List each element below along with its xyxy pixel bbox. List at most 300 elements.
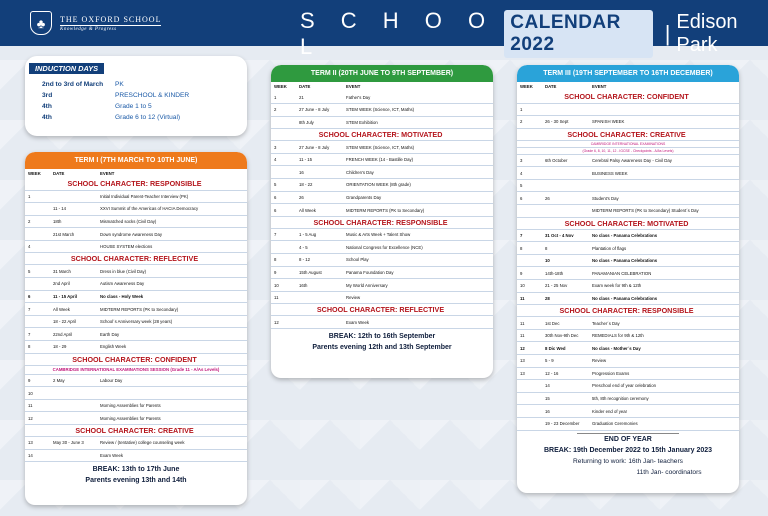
date-cell: 6th October xyxy=(542,154,589,167)
event-cell: Teacher´s Day xyxy=(589,317,739,330)
week-cell: 11 xyxy=(517,292,542,305)
table-row xyxy=(271,204,493,217)
date-cell: 14 xyxy=(542,380,589,393)
event-cell: No class - Holy Week xyxy=(97,290,247,303)
week-cell xyxy=(517,205,542,218)
table-row xyxy=(517,179,739,192)
table-row xyxy=(271,153,493,166)
term1-table xyxy=(25,169,247,462)
week-cell: 8 xyxy=(25,341,50,354)
title-calendar: CALENDAR 2022 xyxy=(504,10,652,58)
school-character-heading xyxy=(271,216,493,228)
table-row xyxy=(517,380,739,393)
table-row xyxy=(25,315,247,328)
date-cell xyxy=(542,179,589,192)
week-cell: 4 xyxy=(25,240,50,253)
week-cell: 10 xyxy=(271,279,296,292)
table-row xyxy=(25,190,247,203)
week-cell: 13 xyxy=(517,367,542,380)
footer-line: BREAK: 12th to 16th September xyxy=(328,333,436,340)
campus-name: Edison Park xyxy=(676,11,738,56)
table-row xyxy=(271,141,493,154)
date-cell: 11 - 15 April xyxy=(50,290,97,303)
week-cell xyxy=(25,203,50,216)
table-row xyxy=(517,342,739,355)
week-cell: 12 xyxy=(25,412,50,425)
induction-date: 4th xyxy=(42,103,52,110)
event-cell: Autism Awareness Day xyxy=(97,278,247,291)
event-cell: Children's Day xyxy=(343,166,493,179)
table-row xyxy=(25,215,247,228)
table-row xyxy=(25,387,247,400)
week-cell: 2 xyxy=(271,104,296,117)
table-row xyxy=(517,392,739,405)
title-school: S C H O O L xyxy=(300,8,496,59)
date-cell: 2 May xyxy=(50,374,97,387)
date-cell xyxy=(50,449,97,462)
date-cell: 16th xyxy=(296,279,343,292)
week-cell: 10 xyxy=(517,280,542,293)
week-cell xyxy=(25,228,50,241)
table-row xyxy=(25,412,247,425)
column-header-event: EVENT xyxy=(346,84,361,89)
event-cell: Exam Week xyxy=(97,449,247,462)
week-cell: 5 xyxy=(271,179,296,192)
footer-line: BREAK: 13th to 17th June xyxy=(92,466,180,474)
induction-group: PRESCHOOL & KINDER xyxy=(115,92,190,99)
week-cell: 4 xyxy=(271,153,296,166)
school-character-heading xyxy=(517,217,739,229)
table-row xyxy=(517,103,739,116)
table-row xyxy=(25,399,247,412)
event-cell: No class - Panama Celebrations xyxy=(589,292,739,305)
event-cell: Down syndrome Awareness Day xyxy=(97,228,247,241)
week-cell: 6 xyxy=(271,191,296,204)
week-cell: 2 xyxy=(517,116,542,129)
table-row xyxy=(271,254,493,267)
event-cell: Progression Exams xyxy=(589,367,739,380)
week-cell xyxy=(517,254,542,267)
table-row xyxy=(25,341,247,354)
school-character-heading xyxy=(517,305,739,317)
term1-footer xyxy=(25,464,247,486)
column-header-event: EVENT xyxy=(100,171,115,176)
event-cell: XXVI Summit of the Americas of HACIA Democracy xyxy=(97,203,247,216)
term2-footer xyxy=(271,331,493,353)
date-cell: 28 xyxy=(542,292,589,305)
date-cell: 27 June - 8 July xyxy=(296,104,343,117)
event-cell: Cerebral Palsy Awareness Day - Civil Day xyxy=(589,154,739,167)
column-header-event: EVENT xyxy=(592,84,607,89)
table-row xyxy=(271,266,493,279)
school-character-heading xyxy=(517,91,739,103)
term2-card xyxy=(271,65,493,378)
table-row xyxy=(271,91,493,104)
event-cell: Preschool end of year celebration xyxy=(589,380,739,393)
table-row xyxy=(271,179,493,192)
character-label: SCHOOL CHARACTER: MOTIVATED xyxy=(271,129,493,141)
date-cell: 26 xyxy=(296,191,343,204)
term1-card xyxy=(25,152,247,505)
event-cell: Dress in blue (Civil Day) xyxy=(97,265,247,278)
term2-title: TERM II (20TH JUNE TO 9TH SEPTEMBER) xyxy=(271,65,493,82)
event-cell: SPANISH WEEK xyxy=(589,116,739,129)
event-cell: MIDTERM REPORTS (PK to Secondary) xyxy=(343,204,493,217)
table-row xyxy=(517,192,739,205)
event-cell: HOUSE SYSTEM elections xyxy=(97,240,247,253)
event-cell: STEM WEEK (Science, ICT, Maths) xyxy=(343,141,493,154)
date-cell xyxy=(50,412,97,425)
date-cell: 31 March xyxy=(50,265,97,278)
date-cell: 18th xyxy=(50,215,97,228)
date-cell: 15th August xyxy=(296,266,343,279)
date-cell xyxy=(296,291,343,304)
table-row xyxy=(517,267,739,280)
week-cell xyxy=(271,166,296,179)
event-cell: STEM WEEK (Science, ICT, Maths) xyxy=(343,104,493,117)
table-row xyxy=(271,291,493,304)
table-header-row xyxy=(271,82,493,91)
date-cell xyxy=(50,387,97,400)
table-row xyxy=(25,203,247,216)
date-cell xyxy=(542,205,589,218)
date-cell: 21 xyxy=(296,91,343,104)
date-cell: 22nd April xyxy=(50,328,97,341)
table-row xyxy=(271,241,493,254)
date-cell: 8 xyxy=(542,242,589,255)
event-cell: Initial Individual Parent-Teacher Interview (PK) xyxy=(97,190,247,203)
calendar-title xyxy=(300,8,768,60)
week-cell: 11 xyxy=(25,399,50,412)
date-cell: 4 - 5 xyxy=(296,241,343,254)
table-row xyxy=(517,280,739,293)
page-header xyxy=(0,0,768,59)
date-cell xyxy=(50,190,97,203)
note-label: CAMBRIDGE INTERNATIONAL EXAMINATIONS xyxy=(517,140,739,147)
week-cell: 6 xyxy=(517,192,542,205)
section-note xyxy=(25,365,247,374)
character-label: SCHOOL CHARACTER: CREATIVE xyxy=(25,425,247,437)
event-cell: Exam Week xyxy=(343,316,493,329)
induction-date: 4th xyxy=(42,114,52,121)
table-row xyxy=(25,278,247,291)
table-row xyxy=(517,355,739,368)
event-cell xyxy=(97,387,247,400)
table-row xyxy=(517,167,739,180)
week-cell: 14 xyxy=(25,449,50,462)
week-cell: 7 xyxy=(517,229,542,242)
column-header-week: WEEK xyxy=(520,84,533,89)
week-cell: 13 xyxy=(25,437,50,450)
date-cell: 15 xyxy=(542,392,589,405)
table-row xyxy=(25,240,247,253)
event-cell: ORIENTATION WEEK (8th grade) xyxy=(343,179,493,192)
date-cell xyxy=(296,316,343,329)
date-cell: 10 xyxy=(542,254,589,267)
week-cell: 11 xyxy=(517,329,542,342)
induction-group: Grade 1 to 5 xyxy=(115,103,152,110)
event-cell: Grandparents Day xyxy=(343,191,493,204)
induction-row xyxy=(25,112,247,123)
event-cell: Student's Day xyxy=(589,192,739,205)
table-row xyxy=(517,154,739,167)
term3-footer xyxy=(517,433,739,478)
date-cell: 1st Dec xyxy=(542,317,589,330)
week-cell: 13 xyxy=(517,355,542,368)
date-cell xyxy=(542,167,589,180)
table-row xyxy=(271,191,493,204)
event-cell: REMEDIALS for 9th & 12th xyxy=(589,329,739,342)
table-row xyxy=(517,317,739,330)
date-cell: 8 Dic Wed xyxy=(542,342,589,355)
school-character-heading xyxy=(25,353,247,365)
week-cell: 10 xyxy=(25,387,50,400)
date-cell: 18 - 22 April xyxy=(50,315,97,328)
date-cell xyxy=(542,103,589,116)
school-name: THE OXFORD SCHOOL xyxy=(60,14,162,24)
note-label: CAMBRIDGE INTERNATIONAL EXAMINATIONS SESSION (Grade 11 - A/As Levels) xyxy=(25,365,247,374)
date-cell: 26 xyxy=(542,192,589,205)
table-row xyxy=(517,367,739,380)
footer-line: Parents evening 13th and 14th xyxy=(85,477,187,485)
event-cell: Morning Assemblies for Parents xyxy=(97,399,247,412)
week-cell: 9 xyxy=(271,266,296,279)
date-cell: 2nd April xyxy=(50,278,97,291)
character-label: SCHOOL CHARACTER: CONFIDENT xyxy=(517,91,739,103)
character-label: SCHOOL CHARACTER: CONFIDENT xyxy=(25,353,247,365)
week-cell: 7 xyxy=(25,303,50,316)
section-note xyxy=(517,140,739,147)
event-cell: Review xyxy=(343,291,493,304)
induction-date: 3rd xyxy=(42,92,53,99)
character-label: SCHOOL CHARACTER: MOTIVATED xyxy=(517,217,739,229)
column-header-week: WEEK xyxy=(28,171,41,176)
induction-group: Grade 6 to 12 (Virtual) xyxy=(115,114,181,121)
week-cell xyxy=(271,241,296,254)
event-cell: Review / (tentative) college counseling week xyxy=(97,437,247,450)
school-character-heading xyxy=(25,178,247,190)
table-row xyxy=(271,228,493,241)
event-cell: FRENCH WEEK (14 - Bastille Day) xyxy=(343,153,493,166)
footer-line: Returning to work: 16th Jan- teachers xyxy=(573,457,683,465)
date-cell: 11 - 14 xyxy=(50,203,97,216)
week-cell: 1 xyxy=(25,190,50,203)
week-cell xyxy=(25,315,50,328)
table-row xyxy=(25,290,247,303)
character-label: SCHOOL CHARACTER: RESPONSIBLE xyxy=(25,178,247,190)
school-character-heading xyxy=(517,128,739,140)
column-header-date: DATE xyxy=(53,171,65,176)
date-cell: 12 - 16 xyxy=(542,367,589,380)
event-cell: Graduation Ceremonies xyxy=(589,417,739,430)
event-cell: No class - Panama Celebrations xyxy=(589,254,739,267)
footer-line: END OF YEAR xyxy=(577,433,679,445)
table-row xyxy=(517,116,739,129)
school-logo xyxy=(30,11,161,35)
event-cell: BUSINESS WEEK xyxy=(589,167,739,180)
week-cell xyxy=(271,116,296,129)
table-row xyxy=(517,329,739,342)
date-cell: 8 - 12 xyxy=(296,254,343,267)
induction-row xyxy=(25,79,247,90)
induction-row xyxy=(25,90,247,101)
table-row xyxy=(517,254,739,267)
note-label: (Grade 6, 8, 10, 11, 12 - IGCSE - Checkpoints - A/As Levels) xyxy=(517,147,739,154)
week-cell: 12 xyxy=(517,342,542,355)
week-cell: 5 xyxy=(25,265,50,278)
induction-group: PK xyxy=(115,81,124,88)
table-row xyxy=(25,374,247,387)
event-cell: Earth Day xyxy=(97,328,247,341)
column-header-week: WEEK xyxy=(274,84,287,89)
event-cell: English Week xyxy=(97,341,247,354)
date-cell: 21st March xyxy=(50,228,97,241)
week-cell: 11 xyxy=(271,291,296,304)
week-cell: 3 xyxy=(517,154,542,167)
term3-table xyxy=(517,82,739,431)
column-header-date: DATE xyxy=(545,84,557,89)
week-cell xyxy=(517,417,542,430)
section-note xyxy=(517,147,739,154)
week-cell xyxy=(517,380,542,393)
induction-list xyxy=(25,79,247,123)
induction-row xyxy=(25,101,247,112)
event-cell: My World Anniversary xyxy=(343,279,493,292)
induction-date: 2nd to 3rd of March xyxy=(42,81,104,88)
event-cell xyxy=(589,179,739,192)
week-cell: 6 xyxy=(25,290,50,303)
event-cell xyxy=(589,103,739,116)
event-cell: Panama Foundation Day xyxy=(343,266,493,279)
footer-line: Parents evening 12th and 13th September xyxy=(312,344,452,351)
event-cell: Exam week for 9th & 12th xyxy=(589,280,739,293)
date-cell: 19 - 23 December xyxy=(542,417,589,430)
week-cell: 1 xyxy=(517,103,542,116)
event-cell: MIDTERM REPORTS (PK to Secondary) xyxy=(97,303,247,316)
event-cell: School Play xyxy=(343,254,493,267)
event-cell: Review xyxy=(589,355,739,368)
character-label: SCHOOL CHARACTER: REFLECTIVE xyxy=(25,253,247,265)
week-cell: 12 xyxy=(271,316,296,329)
week-cell: 8 xyxy=(271,254,296,267)
week-cell: 6 xyxy=(271,204,296,217)
table-row xyxy=(25,228,247,241)
table-row xyxy=(271,279,493,292)
induction-days-card xyxy=(25,56,247,136)
date-cell xyxy=(50,240,97,253)
date-cell: 18 - 29 xyxy=(50,341,97,354)
event-cell: MIDTERM REPORTS (PK to Secondary) Student´s Day xyxy=(589,205,739,218)
table-row xyxy=(25,437,247,450)
character-label: SCHOOL CHARACTER: CREATIVE xyxy=(517,128,739,140)
week-cell: 11 xyxy=(517,317,542,330)
date-cell: All Week xyxy=(50,303,97,316)
event-cell: PANAMANIAN CELEBRATION xyxy=(589,267,739,280)
tree-crest-icon: ♣ xyxy=(30,11,52,35)
date-cell: 14th-18th xyxy=(542,267,589,280)
event-cell: National Congress for Excellence (NCE) xyxy=(343,241,493,254)
character-label: SCHOOL CHARACTER: REFLECTIVE xyxy=(271,304,493,316)
date-cell: 16 xyxy=(542,405,589,418)
character-label: SCHOOL CHARACTER: RESPONSIBLE xyxy=(271,216,493,228)
date-cell: 21 - 25 Nov xyxy=(542,280,589,293)
date-cell xyxy=(50,399,97,412)
week-cell: 8 xyxy=(517,242,542,255)
week-cell: 7 xyxy=(271,228,296,241)
date-cell: 27 June - 8 July xyxy=(296,141,343,154)
table-row xyxy=(517,229,739,242)
event-cell: STEM Exhibition xyxy=(343,116,493,129)
week-cell xyxy=(517,405,542,418)
table-row xyxy=(271,316,493,329)
event-cell: Father's Day xyxy=(343,91,493,104)
table-header-row xyxy=(517,82,739,91)
date-cell: 31 Oct - 4 Nov xyxy=(542,229,589,242)
event-cell: 5th, 8th recognition ceremony xyxy=(589,392,739,405)
week-cell: 7 xyxy=(25,328,50,341)
school-character-heading xyxy=(271,304,493,316)
footer-line: 11th Jan- coordinators xyxy=(636,468,702,476)
event-cell: Labour Day xyxy=(97,374,247,387)
event-cell: Plantation of flags xyxy=(589,242,739,255)
date-cell: 18 - 22 xyxy=(296,179,343,192)
table-row xyxy=(517,205,739,218)
date-cell: All Week xyxy=(296,204,343,217)
week-cell: 9 xyxy=(517,267,542,280)
term2-table xyxy=(271,82,493,329)
date-cell: 16 xyxy=(296,166,343,179)
event-cell: Morning Assemblies for Parents xyxy=(97,412,247,425)
footer-line: BREAK: 19th December 2022 to 15th January 2023 xyxy=(543,446,713,454)
event-cell: Music & Arts Week + Talent Show xyxy=(343,228,493,241)
date-cell: 8th July xyxy=(296,116,343,129)
term3-title: TERM III (19TH SEPTEMBER TO 16TH DECEMBER) xyxy=(517,65,739,82)
table-row xyxy=(25,265,247,278)
table-row xyxy=(271,104,493,117)
date-cell: May 30 - June 3 xyxy=(50,437,97,450)
table-row xyxy=(517,292,739,305)
table-row xyxy=(271,166,493,179)
induction-title: INDUCTION DAYS xyxy=(29,63,104,74)
date-cell: 30th Nov-9th Dec xyxy=(542,329,589,342)
date-cell: 11 - 15 xyxy=(296,153,343,166)
week-cell: 5 xyxy=(517,179,542,192)
table-row xyxy=(517,405,739,418)
school-character-heading xyxy=(271,129,493,141)
column-header-date: DATE xyxy=(299,84,311,89)
school-tagline: Knowledge & Progress xyxy=(60,26,117,32)
character-label: SCHOOL CHARACTER: RESPONSIBLE xyxy=(517,305,739,317)
event-cell: No class - Mother´s Day xyxy=(589,342,739,355)
week-cell: 3 xyxy=(271,141,296,154)
week-cell xyxy=(25,278,50,291)
table-row xyxy=(25,328,247,341)
school-character-heading xyxy=(25,425,247,437)
week-cell: 4 xyxy=(517,167,542,180)
table-row xyxy=(271,116,493,129)
week-cell: 1 xyxy=(271,91,296,104)
week-cell: 2 xyxy=(25,215,50,228)
table-row xyxy=(25,449,247,462)
event-cell: Kinder end of year xyxy=(589,405,739,418)
date-cell: 5 - 9 xyxy=(542,355,589,368)
term3-card xyxy=(517,65,739,493)
table-row xyxy=(25,303,247,316)
title-separator: | xyxy=(664,21,671,46)
date-cell: 26 - 30 Sept xyxy=(542,116,589,129)
table-header-row xyxy=(25,169,247,178)
week-cell xyxy=(517,392,542,405)
